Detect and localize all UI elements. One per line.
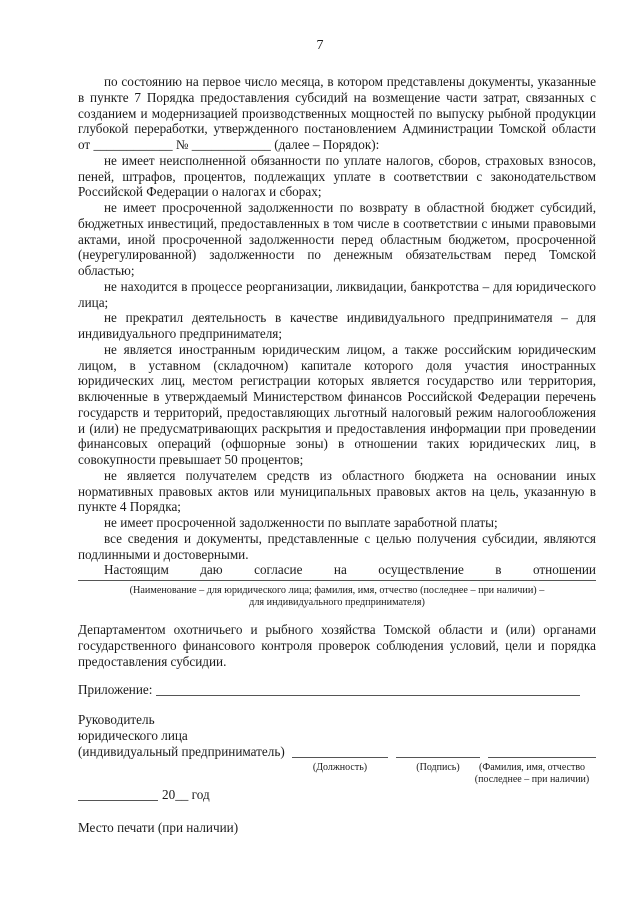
paragraph-entrepreneur: не прекратил деятельность в качестве индивидуального предпринимателя – для индивидуального предпринимателя;: [78, 310, 596, 341]
signature-line: [396, 757, 480, 758]
stamp-place: Место печати (при наличии): [78, 820, 239, 835]
position-caption: (Должность): [312, 762, 368, 773]
signer-title-3: (индивидуальный предприниматель): [78, 744, 285, 759]
page-number: 7: [316, 38, 324, 53]
attachment-line: [156, 695, 580, 696]
declaration-body: [78, 74, 596, 578]
paragraph-wages: не имеет просроченной задолженности по выплате заработной платы;: [104, 515, 498, 530]
date-line: [78, 800, 158, 801]
full-name-caption-2: (последнее – при наличии): [474, 774, 590, 785]
applicant-name-line: [78, 580, 596, 581]
paragraph-reorganization: не находится в процессе реорганизации, ликвидации, банкротства – для юридического лица;: [78, 278, 596, 310]
paragraph-intro: по состоянию на первое число месяца, в котором представлены документы, указанные в пункте 7 Порядка предоставления субсидий на возмещение части затрат, связанных с созданием и модернизацией производственных мощностей по выпуску рыбной продукции глубокой переработки, утвержденного постановлением Администрации Томской области от ____________ № ____________ (далее – Порядок):: [78, 74, 596, 152]
signer-title-1: Руководитель: [78, 712, 155, 727]
inspection-notice: [78, 622, 596, 669]
full-name-caption-1: (Фамилия, имя, отчество: [479, 762, 585, 773]
paragraph-other-funds: не является получателем средств из областного бюджета на основании иных нормативных правовых актов или муниципальных правовых актов на цель, указанную в пункте 4 Порядка;: [78, 467, 596, 515]
notice-text: Департаментом охотничьего и рыбного хозяйства Томской области и (или) органами государственного финансового контроля проверок соблюдения условий, цели и порядка предоставления субсидии.: [78, 622, 596, 669]
paragraph-documents: все сведения и документы, представленные с целью получения субсидии, являются подлинными и достоверными.: [78, 530, 596, 562]
paragraph-foreign-entity: не является иностранным юридическим лицом, а также российским юридическим лицом, в уставном (складочном) капитале которого доля участия иностранных юридических лиц, местом регистрации которых является государство или территория, включенные в утверждаемый Министерством финансов Российской Федерации перечень государств и территорий, предоставляющих льготный налоговый режим налогообложения и (или) не предусматривающих раскрытия и предоставления информации при проведении финансовых операций (офшорные зоны) в отношении таких юридических лиц, в совокупности превышает 50 процентов;: [78, 341, 596, 467]
paragraph-taxes: не имеет неисполненной обязанности по уплате налогов, сборов, страховых взносов, пеней, штрафов, процентов, подлежащих уплате в соответствии с законодательством Российской Федерации о налогах и сборах;: [78, 152, 596, 200]
signature-caption: (Подпись): [416, 762, 460, 773]
full-name-line: [488, 757, 596, 758]
applicant-name-caption-2: для индивидуального предпринимателя): [249, 597, 425, 608]
paragraph-budget-debt: не имеет просроченной задолженности по возврату в областной бюджет субсидий, бюджетных инвестиций, предоставленных в том числе в соответствии с иными правовыми актами, иной просроченной задолженности перед областным бюджетом, просроченной (неурегулированной) задолженности по денежным обязательствам перед Томской областью;: [78, 200, 596, 278]
applicant-name-caption-1: (Наименование – для юридического лица; фамилия, имя, отчество (последнее – при наличии) –: [129, 585, 545, 596]
attachment-label: Приложение:: [78, 682, 153, 697]
date-year: 20__ год: [162, 787, 210, 802]
consent-line: Настоящим даю согласие на осуществление в отношении: [104, 562, 596, 578]
signer-title-2: юридического лица: [78, 728, 188, 743]
position-line: [292, 757, 388, 758]
